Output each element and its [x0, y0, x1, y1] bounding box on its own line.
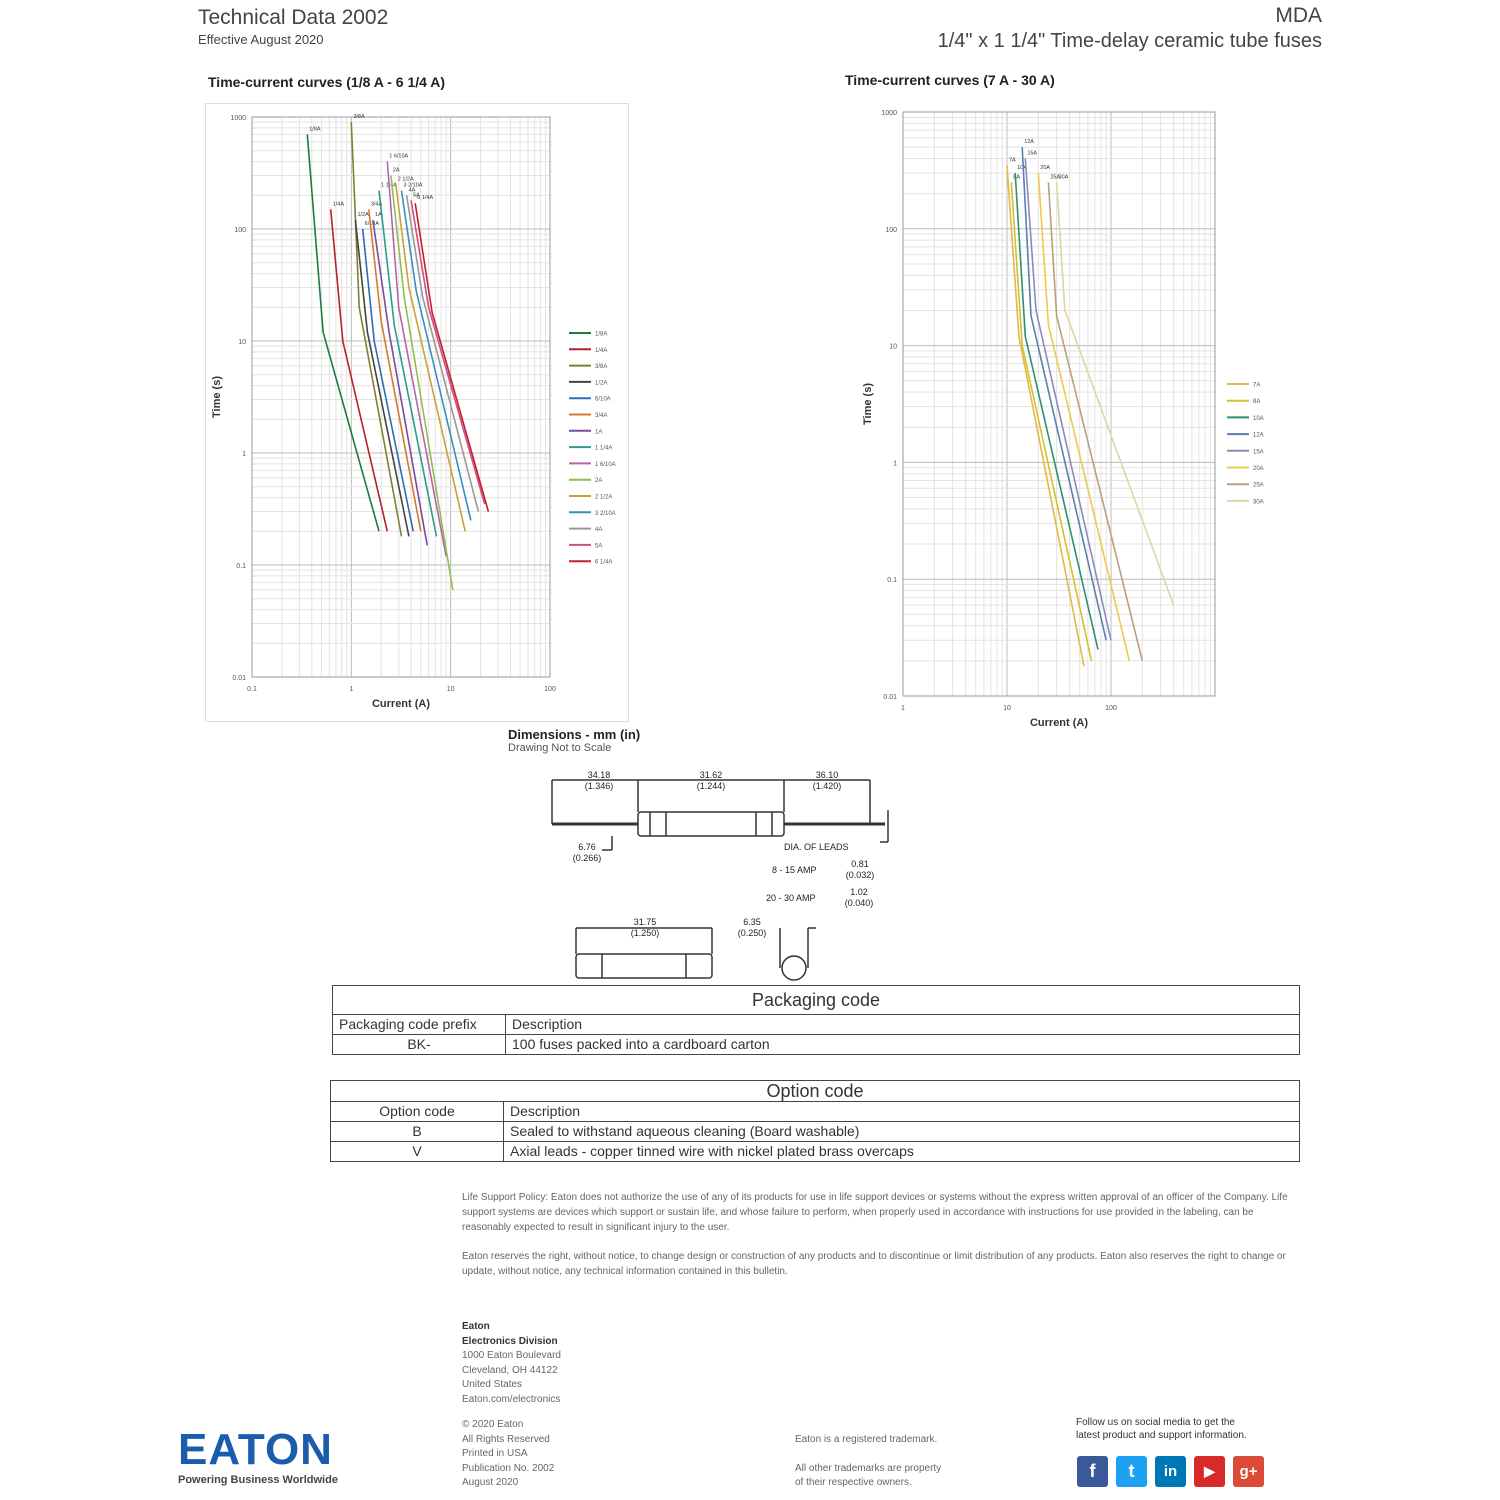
- y-tick-label: 0.01: [883, 694, 897, 701]
- doc-title: Technical Data 2002: [198, 6, 389, 29]
- series-label: 30A: [1058, 174, 1069, 181]
- series-name: MDA: [1275, 4, 1322, 27]
- chart1-title: Time-current curves (1/8 A - 6 1/4 A): [208, 74, 446, 90]
- series-label: 1A: [374, 212, 382, 219]
- series-label: 2A: [392, 167, 400, 174]
- legend-entry: 30A: [1253, 499, 1264, 506]
- packaging-title: Packaging code: [333, 986, 1300, 1015]
- y-tick-label: 100: [885, 226, 897, 234]
- legend-entry: 3/8A: [595, 364, 608, 371]
- option-table: [330, 1080, 1300, 1162]
- product-header: [938, 4, 1322, 53]
- row2-label: 20 - 30 AMP: [766, 893, 816, 903]
- option-title: Option code: [331, 1081, 1300, 1102]
- y-tick-label: 1: [893, 460, 897, 468]
- chart1-svg: [205, 103, 627, 720]
- body-length-dim: 31.62 (1.244): [696, 770, 726, 791]
- cap-diameter-dim: 6.76 (0.266): [572, 842, 602, 863]
- trademark-block: Eaton is a registered trademark. All other trademarks are property of their respective owners.: [795, 1434, 942, 1488]
- series-label: 1/4A: [332, 201, 345, 208]
- follow-us-text: Follow us on social media to get the latest product and support information.: [1076, 1417, 1247, 1441]
- legend-entry: 3 2/10A: [595, 510, 616, 517]
- y-tick-label: 0.1: [236, 563, 246, 570]
- chart2-title: Time-current curves (7 A - 30 A): [845, 72, 1055, 88]
- legend-entry: 5A: [595, 543, 603, 550]
- table-row: V Axial leads - copper tinned wire with nickel plated brass overcaps: [331, 1142, 1300, 1162]
- legend-entry: 8A: [1253, 399, 1261, 406]
- dimensions-title: Dimensions - mm (in): [508, 727, 641, 742]
- series-label: 1 6/10A: [389, 153, 409, 160]
- option-header-desc: Description: [504, 1102, 1300, 1122]
- legend-entry: 10A: [1253, 415, 1264, 422]
- series-label: 8A: [1013, 174, 1021, 181]
- y-tick-label: 1: [242, 451, 246, 458]
- reserves-notice: Eaton reserves the right, without notice, to change design or construction of any products and to discontinue or limit distribution of any products. Eaton also reserves the right to change or update, without notice, any technical information contained in this bulletin.: [462, 1251, 1286, 1277]
- legend-entry: 3/4A: [595, 413, 608, 419]
- product-description: 1/4" x 1 1/4" Time-delay ceramic tube fuses: [937, 30, 1322, 52]
- plot-area: [211, 114, 616, 710]
- series-label: 2 1/2A: [397, 176, 414, 183]
- series-label: 1/8A: [309, 126, 321, 133]
- legend-entry: 6 1/4A: [595, 559, 613, 566]
- short-diameter-dim: 6.35 (0.250): [737, 917, 767, 938]
- x-axis-label: Current (A): [371, 698, 431, 710]
- y-axis-label: Time (s): [211, 376, 223, 418]
- series-line-6-1-4A: [415, 203, 488, 511]
- series-label: 12A: [1024, 139, 1034, 146]
- linkedin-icon[interactable]: in: [1155, 1456, 1186, 1487]
- series-label: 3/4A: [370, 201, 383, 208]
- series-label: 3/8A: [353, 114, 365, 121]
- legend-entry: 1 6/10A: [595, 461, 616, 468]
- legend-entry: 1A: [595, 429, 603, 436]
- x-tick-label: 100: [544, 686, 556, 693]
- address-block: Eaton Electronics Division 1000 Eaton Boulevard Cleveland, OH 44122 United States Eaton.com/electronics: [462, 1321, 561, 1405]
- y-tick-label: 1000: [230, 115, 246, 122]
- series-label: 6 1/4A: [417, 195, 434, 202]
- series-label: 25A: [1050, 174, 1061, 181]
- y-tick-label: 100: [234, 227, 246, 234]
- series-label: 1 1/4A: [381, 182, 397, 189]
- series-label: 4A: [408, 187, 416, 194]
- y-tick-label: 1000: [881, 110, 897, 117]
- row1-label: 8 - 15 AMP: [772, 865, 817, 875]
- dia-leads-label: DIA. OF LEADS: [784, 842, 849, 852]
- lead-left-dim: 34.18 (1.346): [584, 770, 614, 791]
- legend-entry: 1/2A: [595, 380, 608, 387]
- y-axis-label: Time (s): [862, 383, 874, 425]
- legend-entry: 1/8A: [595, 331, 608, 338]
- x-tick-label: 10: [446, 686, 455, 693]
- series-line-1-1-4A: [379, 191, 437, 537]
- series-label: 10A: [1017, 165, 1028, 172]
- plot-area: [862, 110, 1264, 729]
- x-tick-label: 1: [901, 705, 905, 712]
- life-support-policy: Life Support Policy: Eaton does not authorize the use of any of its products for use in life support devices or systems without the express written approval of an officer of the Company. Life support systems are devices which support or sustain life, and whose failure to perform, when properly used in accordance with instructions for use provided in the labeling, can be reasonably expected to result in significant injury to the user.: [462, 1192, 1288, 1233]
- lead-right-dim: 36.10 (1.420): [812, 770, 842, 791]
- legend-entry: 1/4A: [595, 347, 608, 354]
- twitter-icon[interactable]: t: [1116, 1456, 1147, 1487]
- googleplus-icon[interactable]: g+: [1233, 1456, 1264, 1487]
- x-tick-label: 1: [349, 686, 354, 693]
- packaging-table: [332, 985, 1300, 1055]
- doc-header: [198, 6, 388, 47]
- logo-wordmark: EATON: [178, 1425, 333, 1474]
- packaging-header-prefix: Packaging code prefix: [333, 1015, 506, 1035]
- series-label: 6/10A: [364, 221, 380, 227]
- option-header-code: Option code: [331, 1102, 504, 1122]
- facebook-icon[interactable]: f: [1077, 1456, 1108, 1487]
- series-label: 20A: [1040, 165, 1051, 172]
- y-tick-label: 10: [889, 343, 897, 351]
- effective-date: Effective August 2020: [198, 32, 324, 47]
- plot-border: [903, 112, 1215, 696]
- x-tick-label: 100: [1105, 705, 1117, 712]
- dimensions-note: Drawing Not to Scale: [508, 742, 612, 754]
- row2-value: 1.02 (0.040): [844, 887, 874, 908]
- series-label: 3 2/10A: [403, 182, 423, 189]
- series-label: 1/2A: [357, 212, 369, 219]
- chart2-svg: [845, 96, 1285, 736]
- youtube-icon[interactable]: ▶: [1194, 1456, 1225, 1487]
- x-axis-label: Current (A): [1029, 717, 1089, 729]
- legend-entry: 7A: [1253, 382, 1261, 389]
- legend-entry: 2A: [595, 478, 603, 485]
- packaging-header-desc: Description: [506, 1015, 1300, 1035]
- row1-value: 0.81 (0.032): [845, 859, 875, 880]
- copyright-block: © 2020 Eaton All Rights Reserved Printed in USA Publication No. 2002 August 2020: [462, 1419, 555, 1488]
- table-row: BK- 100 fuses packed into a cardboard carton: [333, 1035, 1300, 1055]
- y-tick-label: 10: [238, 339, 246, 346]
- legend-entry: 25A: [1253, 482, 1264, 489]
- table-row: B Sealed to withstand aqueous cleaning (Board washable): [331, 1122, 1300, 1142]
- series-line-30A: [1057, 182, 1174, 605]
- legend-entry: 6/10A: [595, 396, 611, 403]
- legend-entry: 4A: [595, 527, 603, 534]
- legend-entry: 1 1/4A: [595, 445, 613, 452]
- legend-entry: 2 1/2A: [595, 494, 613, 501]
- short-length-dim: 31.75 (1.250): [630, 917, 660, 938]
- series-label: 15A: [1027, 150, 1038, 157]
- legend-entry: 20A: [1253, 466, 1264, 472]
- logo-tagline: Powering Business Worldwide: [178, 1474, 338, 1486]
- x-tick-label: 0.1: [247, 686, 257, 693]
- legend-entry: 15A: [1253, 449, 1264, 456]
- series-label: 7A: [1009, 157, 1016, 164]
- eaton-logo: [178, 1425, 338, 1486]
- series-label: 5A: [413, 192, 420, 199]
- y-tick-label: 0.01: [232, 675, 246, 682]
- x-tick-label: 10: [1003, 705, 1011, 712]
- legend-entry: 12A: [1253, 432, 1264, 439]
- y-tick-label: 0.1: [887, 577, 897, 585]
